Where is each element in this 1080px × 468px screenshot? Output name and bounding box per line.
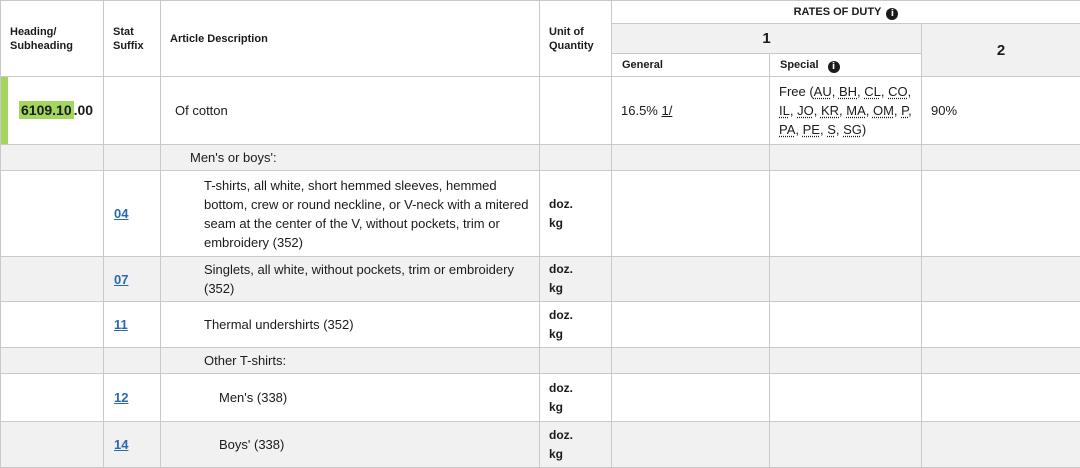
heading-cell bbox=[1, 348, 104, 374]
description-cell: Men's or boys': bbox=[161, 145, 540, 171]
heading-cell bbox=[1, 145, 104, 171]
rates-of-duty-header bbox=[612, 1, 1080, 24]
heading-suffix: .00 bbox=[73, 102, 94, 118]
unit-secondary: kg bbox=[549, 326, 564, 341]
info-icon[interactable]: i bbox=[828, 61, 840, 73]
special-program-code[interactable]: AU bbox=[813, 84, 832, 99]
stat-suffix-link[interactable]: 04 bbox=[114, 206, 129, 221]
description-cell: Singlets, all white, without pockets, trim or embroidery (352) bbox=[161, 257, 540, 302]
heading-cell bbox=[1, 422, 104, 468]
unit-cell bbox=[540, 257, 612, 302]
unit-cell bbox=[540, 145, 612, 171]
heading-cell bbox=[1, 171, 104, 257]
header-row-top bbox=[1, 1, 1080, 24]
unit-cell bbox=[540, 348, 612, 374]
heading-cell bbox=[1, 257, 104, 302]
unit-primary: doz. bbox=[549, 307, 573, 322]
column-2-rate-cell bbox=[922, 302, 1080, 348]
info-icon[interactable]: i bbox=[886, 8, 898, 20]
special-program-code[interactable]: OM bbox=[872, 103, 894, 118]
special-rate-cell bbox=[770, 302, 922, 348]
table-row bbox=[1, 348, 1080, 374]
stat-cell bbox=[104, 422, 161, 468]
description-cell: T-shirts, all white, short hemmed sleeves, hemmed bottom, crew or round neckline, or V-neck with a mitered seam at the center of the V, without pockets, trim or embroidery (352) bbox=[161, 171, 540, 257]
general-rate-cell bbox=[612, 374, 770, 422]
special-label: Special bbox=[780, 58, 819, 71]
heading-cell bbox=[1, 77, 104, 145]
col-header-stat-suffix: Stat Suffix bbox=[104, 1, 161, 77]
stat-cell bbox=[104, 348, 161, 374]
stat-suffix-link[interactable]: 12 bbox=[114, 390, 129, 405]
col-header-1: 1 bbox=[612, 24, 922, 54]
general-rate-cell bbox=[612, 348, 770, 374]
special-program-code[interactable]: KR bbox=[820, 103, 839, 118]
special-program-code[interactable]: CO bbox=[888, 84, 908, 99]
col-header-2: 2 bbox=[922, 24, 1080, 77]
special-program-code[interactable]: PA bbox=[779, 122, 796, 137]
heading-cell bbox=[1, 302, 104, 348]
special-program-code[interactable]: CL bbox=[864, 84, 881, 99]
unit-primary: doz. bbox=[549, 380, 573, 395]
special-rate-cell bbox=[770, 374, 922, 422]
unit-cell bbox=[540, 77, 612, 145]
stat-cell bbox=[104, 374, 161, 422]
special-prefix: Free ( bbox=[779, 84, 814, 99]
heading-number: 6109.10 bbox=[21, 102, 72, 118]
col-header-unit-of-quantity: Unit of Quantity bbox=[540, 1, 612, 77]
unit-cell bbox=[540, 374, 612, 422]
col-header-heading: Heading/ Subheading bbox=[1, 1, 104, 77]
general-rate-cell bbox=[612, 302, 770, 348]
general-rate-cell bbox=[612, 257, 770, 302]
stat-cell bbox=[104, 171, 161, 257]
special-program-code[interactable]: S bbox=[827, 122, 836, 137]
unit-primary: doz. bbox=[549, 196, 573, 211]
col-header-article-description: Article Description bbox=[161, 1, 540, 77]
special-suffix: ) bbox=[861, 122, 867, 137]
unit-cell bbox=[540, 302, 612, 348]
column-2-rate-cell bbox=[922, 257, 1080, 302]
special-rate-cell bbox=[770, 171, 922, 257]
special-rate-cell: Free (AU, BH, CL, CO, IL, JO, KR, MA, OM, P, PA, PE, S, SG) bbox=[770, 77, 922, 145]
general-rate: 16.5% bbox=[621, 103, 658, 118]
special-rate-cell bbox=[770, 348, 922, 374]
general-rate-cell bbox=[612, 171, 770, 257]
special-program-code[interactable]: SG bbox=[843, 122, 862, 137]
description-cell: Other T-shirts: bbox=[161, 348, 540, 374]
special-program-code[interactable]: JO bbox=[797, 103, 814, 118]
unit-secondary: kg bbox=[549, 215, 564, 230]
unit-cell bbox=[540, 171, 612, 257]
col-header-special bbox=[770, 54, 922, 77]
special-rate-cell bbox=[770, 422, 922, 468]
stat-cell bbox=[104, 302, 161, 348]
col-header-general: General bbox=[612, 54, 770, 77]
stat-cell bbox=[104, 257, 161, 302]
unit-secondary: kg bbox=[549, 399, 564, 414]
description-cell: Men's (338) bbox=[161, 374, 540, 422]
column-2-rate-cell bbox=[922, 145, 1080, 171]
table-row bbox=[1, 422, 1080, 468]
column-2-rate-cell bbox=[922, 171, 1080, 257]
unit-primary: doz. bbox=[549, 427, 573, 442]
special-rate-cell bbox=[770, 257, 922, 302]
unit-primary: doz. bbox=[549, 262, 573, 276]
footnote-link[interactable]: 1/ bbox=[661, 103, 673, 118]
general-rate-cell bbox=[612, 422, 770, 468]
column-2-rate-cell bbox=[922, 374, 1080, 422]
column-2-rate-cell bbox=[922, 422, 1080, 468]
description-cell: Thermal undershirts (352) bbox=[161, 302, 540, 348]
rates-of-duty-label: RATES OF DUTY bbox=[793, 5, 882, 18]
table-row bbox=[1, 145, 1080, 171]
description-cell: Boys' (338) bbox=[161, 422, 540, 468]
unit-secondary: kg bbox=[549, 281, 564, 295]
column-2-rate-cell: 90% bbox=[922, 77, 1080, 145]
unit-secondary: kg bbox=[549, 446, 564, 461]
column-2-rate-cell bbox=[922, 348, 1080, 374]
stat-cell bbox=[104, 77, 161, 145]
stat-cell bbox=[104, 145, 161, 171]
selection-indicator bbox=[1, 77, 8, 144]
table-row bbox=[1, 77, 1080, 145]
table-row bbox=[1, 257, 1080, 302]
stat-suffix-link[interactable]: 07 bbox=[114, 271, 129, 287]
special-program-code[interactable]: MA bbox=[846, 103, 866, 118]
description-cell: Of cotton bbox=[161, 77, 540, 145]
table-row bbox=[1, 171, 1080, 257]
special-program-code[interactable]: PE bbox=[802, 122, 820, 137]
special-program-code[interactable]: IL bbox=[779, 103, 790, 118]
unit-cell bbox=[540, 422, 612, 468]
general-rate-cell bbox=[612, 145, 770, 171]
special-program-code[interactable]: P bbox=[901, 103, 909, 118]
special-program-code[interactable]: BH bbox=[838, 84, 858, 99]
heading-cell bbox=[1, 374, 104, 422]
table-row bbox=[1, 374, 1080, 422]
stat-suffix-link[interactable]: 11 bbox=[114, 317, 128, 332]
general-rate-cell bbox=[612, 77, 770, 145]
stat-suffix-link[interactable]: 14 bbox=[114, 437, 129, 452]
special-rate-cell bbox=[770, 145, 922, 171]
table-row bbox=[1, 302, 1080, 348]
